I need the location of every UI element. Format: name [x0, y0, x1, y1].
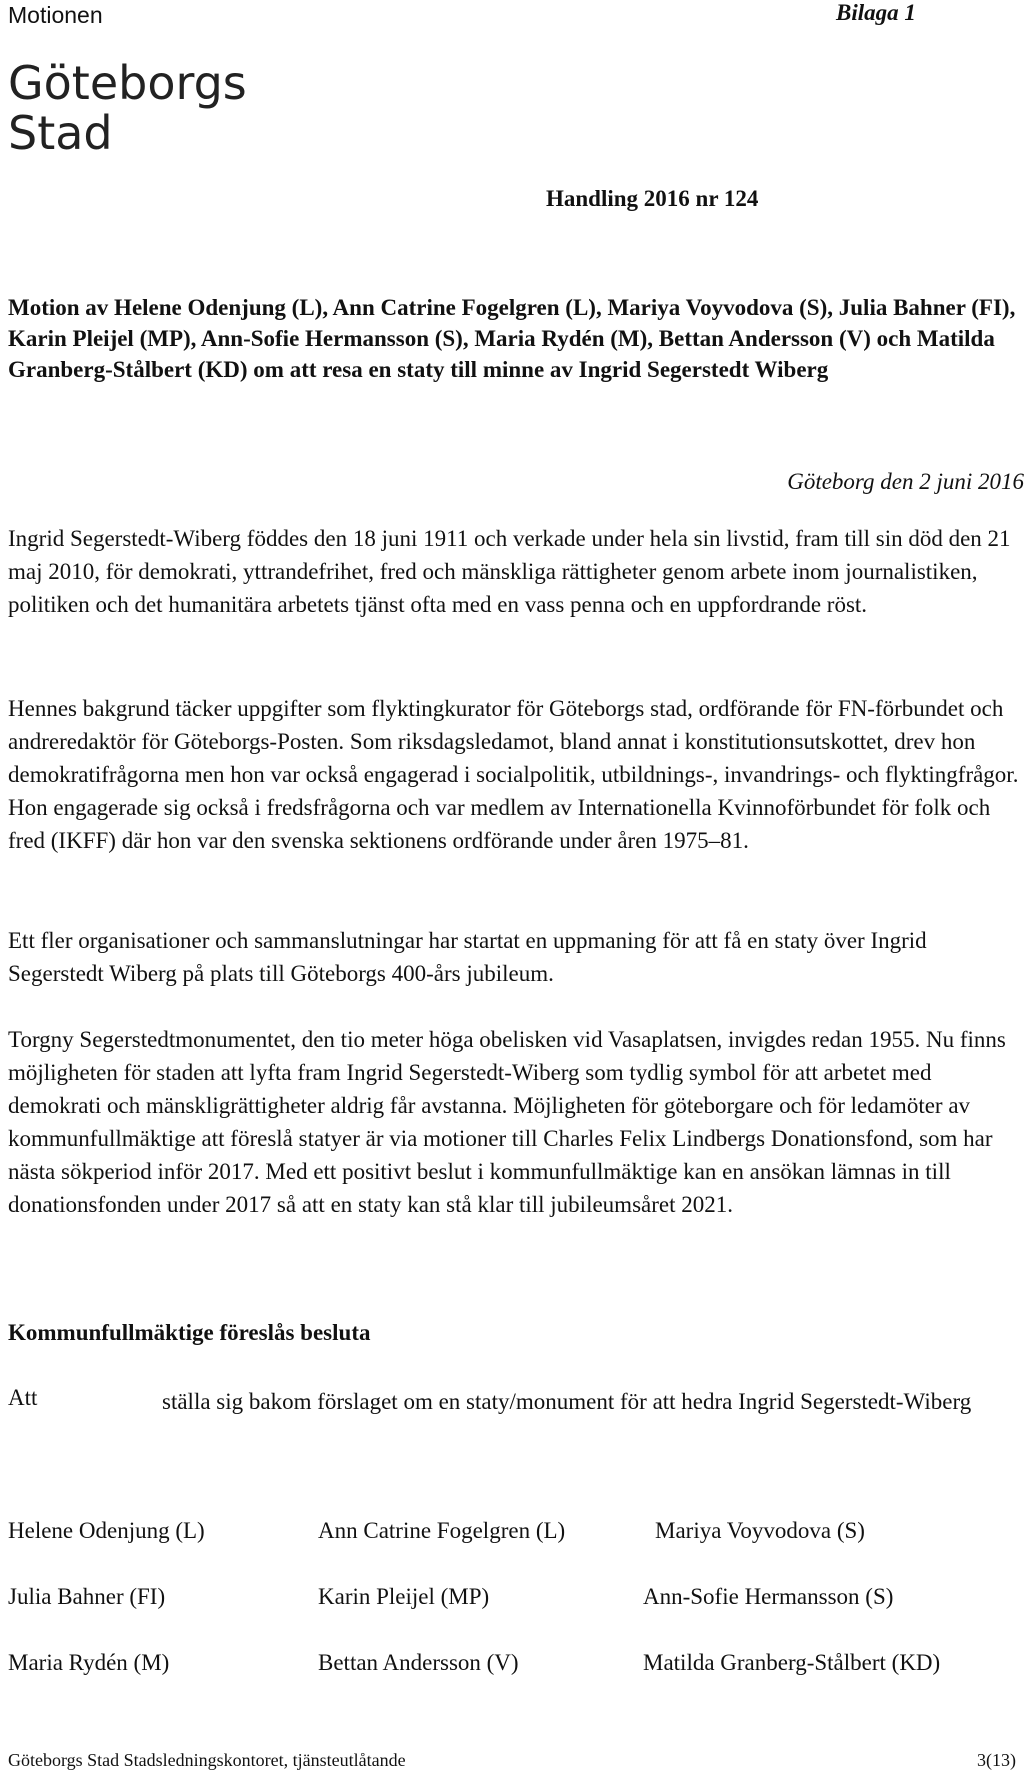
- dateline: Göteborg den 2 juni 2016: [787, 469, 1024, 494]
- signature-name: Helene Odenjung (L): [8, 1518, 205, 1543]
- decision-label: Att: [8, 1385, 38, 1410]
- signature-name: Ann Catrine Fogelgren (L): [318, 1518, 566, 1543]
- document-number: Handling 2016 nr 124: [546, 186, 759, 211]
- signature-name: Matilda Granberg-Stålbert (KD): [643, 1650, 941, 1675]
- signature-name: Mariya Voyvodova (S): [655, 1518, 865, 1543]
- attachment-label: Bilaga 1: [836, 0, 916, 25]
- motion-title: Motion av Helene Odenjung (L), Ann Catrine Fogelgren (L), Mariya Voyvodova (S), Julia Bahner (FI), Karin Pleijel (MP), Ann-Sofie Hermansson (S), Maria Rydén (M), Bettan Andersson (V) och Matilda Granberg-Stålbert (KD) om att resa en staty till minne av Ingrid Segerstedt Wiberg: [8, 295, 1016, 382]
- body-paragraph-3: Ett fler organisationer och sammanslutningar har startat en uppmaning för att få en staty över Ingrid Segerstedt Wiberg på plats till Göteborgs 400-års jubileum.: [8, 928, 927, 986]
- signature-name: Maria Rydén (M): [8, 1650, 170, 1675]
- signature-name: Karin Pleijel (MP): [318, 1584, 490, 1609]
- footer-source: Göteborgs Stad Stadsledningskontoret, tjänsteutlåtande: [8, 1750, 406, 1770]
- city-logo: [8, 58, 247, 158]
- signature-name: Ann-Sofie Hermansson (S): [643, 1584, 894, 1609]
- document-label: Motionen: [8, 2, 103, 28]
- page-number: 3(13): [977, 1750, 1016, 1770]
- body-paragraph-2: Hennes bakgrund täcker uppgifter som flyktingkurator för Göteborgs stad, ordförande för FN-förbundet och andreredaktör för Göteborgs-Posten. Som riksdagsledamot, bland annat i konstitutionsutskottet, drev hon demokratifrågorna men hon var också engagerad i socialpolitik, utbildnings-, invandrings- och flyktingfrågor. Hon engagerade sig också i fredsfrågorna och var medlem av Internationella Kvinnoförbundet för folk och fred (IKFF) där hon var den svenska sektionens ordförande under åren 1975–81.: [8, 696, 1019, 853]
- logo-line-1: Göteborgs: [8, 56, 247, 110]
- body-paragraph-1: Ingrid Segerstedt-Wiberg föddes den 18 juni 1911 och verkade under hela sin livstid, fram till sin död den 21 maj 2010, för demokrati, yttrandefrihet, fred och mänskliga rättigheter genom arbete inom journalistiken, politiken och det humanitära arbetets tjänst ofta med en vass penna och en uppfordrande röst.: [8, 526, 1011, 617]
- decision-heading: Kommunfullmäktige föreslås besluta: [8, 1320, 371, 1345]
- decision-text: ställa sig bakom förslaget om en staty/monument för att hedra Ingrid Segerstedt-Wiberg: [162, 1389, 972, 1414]
- logo-line-2: Stad: [8, 106, 113, 160]
- signature-name: Bettan Andersson (V): [318, 1650, 519, 1675]
- body-paragraph-4: Torgny Segerstedtmonumentet, den tio meter höga obelisken vid Vasaplatsen, invigdes redan 1955. Nu finns möjligheten för staden att lyfta fram Ingrid Segerstedt-Wiberg som tydlig symbol för att arbetet med demokrati och mänskligrättigheter aldrig får avstanna. Möjligheten för göteborgare och för ledamöter av kommunfullmäktige att föreslå statyer är via motioner till Charles Felix Lindbergs Donationsfond, som har nästa sökperiod inför 2017. Med ett positivt beslut i kommunfullmäktige kan en ansökan lämnas in till donationsfonden under 2017 så att en staty kan stå klar till jubileumsåret 2021.: [8, 1027, 1006, 1217]
- signature-name: Julia Bahner (FI): [8, 1584, 166, 1609]
